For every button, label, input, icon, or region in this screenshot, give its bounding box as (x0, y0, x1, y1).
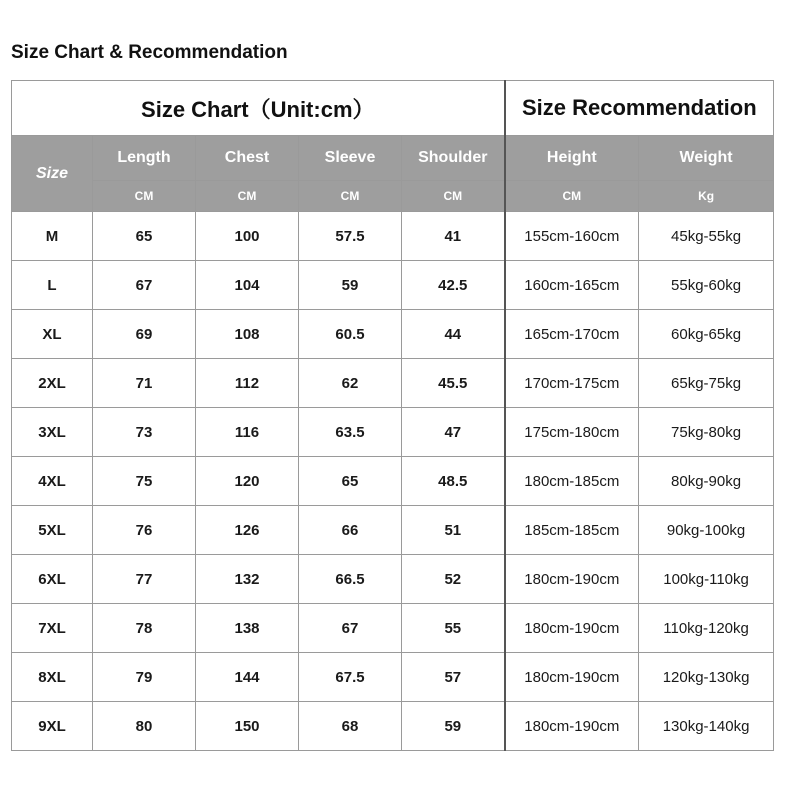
size-cell: 3XL (12, 408, 93, 457)
length-cell: 78 (93, 604, 196, 653)
chest-unit: CM (196, 181, 299, 212)
sleeve-cell: 62 (299, 359, 402, 408)
weight-cell: 55kg-60kg (639, 261, 774, 310)
length-cell: 69 (93, 310, 196, 359)
sleeve-cell: 68 (299, 702, 402, 751)
length-column-header: Length (93, 136, 196, 181)
shoulder-cell: 44 (402, 310, 505, 359)
sleeve-cell: 63.5 (299, 408, 402, 457)
weight-unit: Kg (639, 181, 774, 212)
table-row (12, 457, 774, 506)
shoulder-cell: 59 (402, 702, 505, 751)
table-row (12, 359, 774, 408)
size-cell: 4XL (12, 457, 93, 506)
shoulder-unit: CM (402, 181, 505, 212)
height-cell: 170cm-175cm (505, 359, 639, 408)
table-title-row (12, 81, 774, 136)
size-cell: 8XL (12, 653, 93, 702)
size-cell: 6XL (12, 555, 93, 604)
size-chart-heading: Size Chart（Unit:cm） (12, 81, 505, 136)
weight-cell: 60kg-65kg (639, 310, 774, 359)
size-recommendation-heading: Size Recommendation (505, 81, 774, 136)
sleeve-cell: 67.5 (299, 653, 402, 702)
chest-cell: 112 (196, 359, 299, 408)
sleeve-column-header: Sleeve (299, 136, 402, 181)
table-row (12, 506, 774, 555)
shoulder-column-header: Shoulder (402, 136, 505, 181)
height-column-header: Height (505, 136, 639, 181)
height-cell: 185cm-185cm (505, 506, 639, 555)
sleeve-cell: 60.5 (299, 310, 402, 359)
chest-cell: 104 (196, 261, 299, 310)
weight-cell: 80kg-90kg (639, 457, 774, 506)
weight-cell: 110kg-120kg (639, 604, 774, 653)
sleeve-cell: 59 (299, 261, 402, 310)
shoulder-cell: 47 (402, 408, 505, 457)
height-cell: 155cm-160cm (505, 212, 639, 261)
height-unit: CM (505, 181, 639, 212)
sleeve-cell: 66 (299, 506, 402, 555)
shoulder-cell: 41 (402, 212, 505, 261)
shoulder-cell: 51 (402, 506, 505, 555)
shoulder-cell: 48.5 (402, 457, 505, 506)
chest-cell: 126 (196, 506, 299, 555)
chest-cell: 144 (196, 653, 299, 702)
sleeve-unit: CM (299, 181, 402, 212)
shoulder-cell: 52 (402, 555, 505, 604)
length-cell: 79 (93, 653, 196, 702)
size-cell: L (12, 261, 93, 310)
length-unit: CM (93, 181, 196, 212)
size-cell: 9XL (12, 702, 93, 751)
shoulder-cell: 45.5 (402, 359, 505, 408)
height-cell: 180cm-190cm (505, 702, 639, 751)
table-row (12, 702, 774, 751)
length-cell: 71 (93, 359, 196, 408)
size-cell: XL (12, 310, 93, 359)
weight-cell: 120kg-130kg (639, 653, 774, 702)
unit-header-row (12, 181, 774, 212)
table-row (12, 212, 774, 261)
weight-cell: 45kg-55kg (639, 212, 774, 261)
length-cell: 76 (93, 506, 196, 555)
chest-cell: 108 (196, 310, 299, 359)
weight-cell: 100kg-110kg (639, 555, 774, 604)
shoulder-cell: 55 (402, 604, 505, 653)
weight-cell: 65kg-75kg (639, 359, 774, 408)
length-cell: 73 (93, 408, 196, 457)
height-cell: 180cm-190cm (505, 604, 639, 653)
sleeve-cell: 57.5 (299, 212, 402, 261)
table-row (12, 261, 774, 310)
table-row (12, 408, 774, 457)
size-cell: 5XL (12, 506, 93, 555)
table-row (12, 555, 774, 604)
size-cell: 7XL (12, 604, 93, 653)
chest-cell: 120 (196, 457, 299, 506)
chest-cell: 150 (196, 702, 299, 751)
page-title: Size Chart & Recommendation (11, 42, 288, 63)
height-cell: 180cm-190cm (505, 653, 639, 702)
height-cell: 180cm-185cm (505, 457, 639, 506)
sleeve-cell: 66.5 (299, 555, 402, 604)
table-row (12, 653, 774, 702)
size-column-header: Size (12, 136, 93, 212)
length-cell: 65 (93, 212, 196, 261)
chest-cell: 100 (196, 212, 299, 261)
height-cell: 180cm-190cm (505, 555, 639, 604)
column-header-row (12, 136, 774, 181)
table-row (12, 604, 774, 653)
weight-cell: 130kg-140kg (639, 702, 774, 751)
shoulder-cell: 42.5 (402, 261, 505, 310)
sleeve-cell: 67 (299, 604, 402, 653)
chest-column-header: Chest (196, 136, 299, 181)
height-cell: 160cm-165cm (505, 261, 639, 310)
chest-cell: 132 (196, 555, 299, 604)
height-cell: 165cm-170cm (505, 310, 639, 359)
chest-cell: 138 (196, 604, 299, 653)
size-chart-table (11, 80, 774, 751)
size-cell: M (12, 212, 93, 261)
length-cell: 77 (93, 555, 196, 604)
length-cell: 67 (93, 261, 196, 310)
weight-cell: 90kg-100kg (639, 506, 774, 555)
length-cell: 75 (93, 457, 196, 506)
sleeve-cell: 65 (299, 457, 402, 506)
size-cell: 2XL (12, 359, 93, 408)
table-row (12, 310, 774, 359)
length-cell: 80 (93, 702, 196, 751)
chest-cell: 116 (196, 408, 299, 457)
shoulder-cell: 57 (402, 653, 505, 702)
height-cell: 175cm-180cm (505, 408, 639, 457)
weight-cell: 75kg-80kg (639, 408, 774, 457)
weight-column-header: Weight (639, 136, 774, 181)
